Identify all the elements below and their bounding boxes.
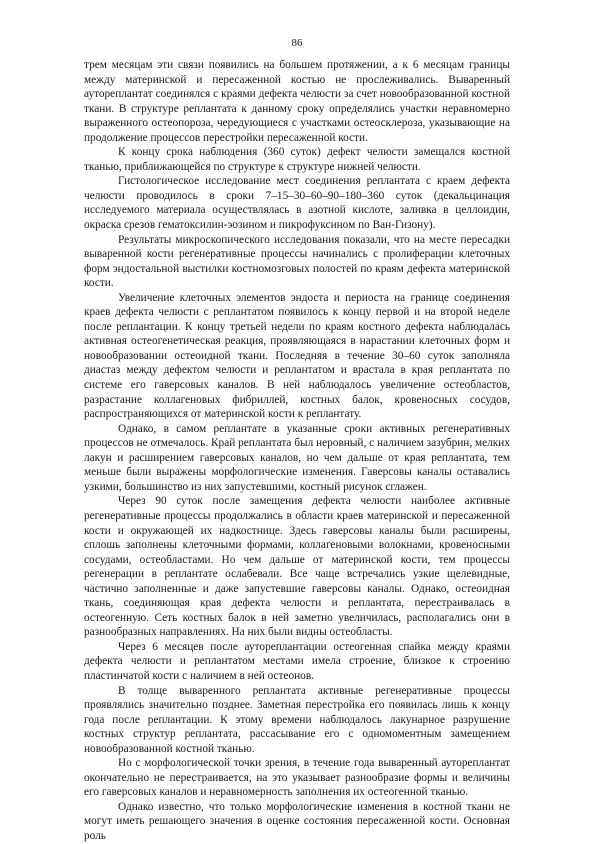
paragraph-10: Но с морфологической точки зрения, в течение года вываренный аутореплантат окончательно не перестраивается, на это указывает разнообразие формы и величины его гаверсовых каналов и неравномерность заполнения их остеогенной тканью.: [84, 757, 510, 799]
paragraph-3: Гистологическое исследование мест соединения реплантата с краем дефекта челюсти проводилось в сроки 7–15–30–60–90–180–360 суток (декальцинация исследуемого материала осуществлялась в азотной кислоте, заливка в целлоидин, окраска срезов гематоксилин-эозином и пикрофуксином по Ван-Гизону).: [84, 175, 510, 232]
paragraph-6: Однако, в самом реплантате в указанные сроки активных регенеративных процессов не отмечалось. Край реплантата был неровный, с наличием зазубрин, мелких лакун и расширением гаверсовых каналов, но чем дальше от края реплантата, тем меньше были выражены морфологические изменения. Гаверсовы каналы оставались узкими, большинство из них запустевшими, костный рисунок сглажен.: [84, 422, 510, 493]
paragraph-7: Через 90 суток после замещения дефекта челюсти наиболее активные регенеративные процессы продолжались в области краев материнской и пересаженной кости и окружающей их надкостнице. Здесь гаверсовы каналы были расширены, сплошь заполнены клеточными формами, коллагеновыми волокнами, кровеносными сосудами, остеобластами. Но чем дальше от материнской кости, тем процессы регенерации в реплантате ослабевали. Все чаще встречались узкие щелевидные, частично заполненные и даже запустевшие гаверсовы каналы. Однако, остеоидная ткань, соединяющая края дефекта челюсти и реплантата, перестраивалась в остеогенную. Сеть костных балок в ней заметно увеличилась, располагались они в разнообразных направлениях. На них были видны остеобласты.: [84, 495, 510, 639]
paragraph-5: Увеличение клеточных элементов эндоста и периоста на границе соединения краев дефекта челюсти с реплантатом появилось к концу первой и на второй неделе после реплантации. К концу третьей недели по краям костного дефекта наблюдалась активная остеогенетическая реакция, проявляющаяся в нарастании клеточных форм и новообразовании остеоидной ткани. Последняя в течение 30–60 суток заполняла диастаз между дефектом челюсти и реплантатом и врастала в края реплантата по системе его гаверсовых каналов. В ней наблюдалось увеличение остеобластов, разрастание коллагеновых фибриллей, костных балок, кровеносных сосудов, распространяющихся от материнской кости к реплантату.: [84, 291, 510, 421]
paragraph-8: Через 6 месяцев после аутореплантации остеогенная спайка между краями дефекта челюсти и реплантатом местами имела строение, близкое к строению пластинчатой кости с наличием в ней остеонов.: [84, 640, 510, 682]
paragraph-1: трем месяцам эти связи появились на большем протяжении, а к 6 месяцам границы между материнской и пересаженной костью не прослеживались. Вываренный аутореплантат соединялся с краями дефекта челюсти за счет новообразованной костной ткани. В структуре реплантата к данному сроку определялись участки неравномерно выраженного остеопороза, чередующиеся с участками остеосклероза, указывающие на продолжение процессов перестройки пересаженной кости.: [84, 59, 510, 144]
paragraph-11: Однако известно, что только морфологические изменения в костной ткани не могут иметь решающего значения в оценке состояния пересаженной кости. Основная роль: [84, 800, 510, 842]
paragraph-4: Результаты микроскопического исследования показали, что на месте пересадки вываренной кости регенеративные процессы начинались с пролиферации клеточных форм эндостальной выстилки костномозговых полостей по краям дефекта материнской кости.: [84, 233, 510, 290]
body-text: [84, 58, 510, 844]
page-number: 86: [291, 37, 303, 49]
paragraph-9: В толще вываренного реплантата активные регенеративные процессы проявлялись значительно позднее. Заметная перестройка его появилась лишь к концу года после реплантации. К этому времени наблюдалось лакунарное разрушение костных структур реплантата, рассасывание его с одномоментным замещением новообразованной костной тканью.: [84, 684, 510, 755]
paragraph-2: К концу срока наблюдения (360 суток) дефект челюсти замещался костной тканью, приближающейся по структуре к структуре нижней челюсти.: [84, 146, 510, 173]
